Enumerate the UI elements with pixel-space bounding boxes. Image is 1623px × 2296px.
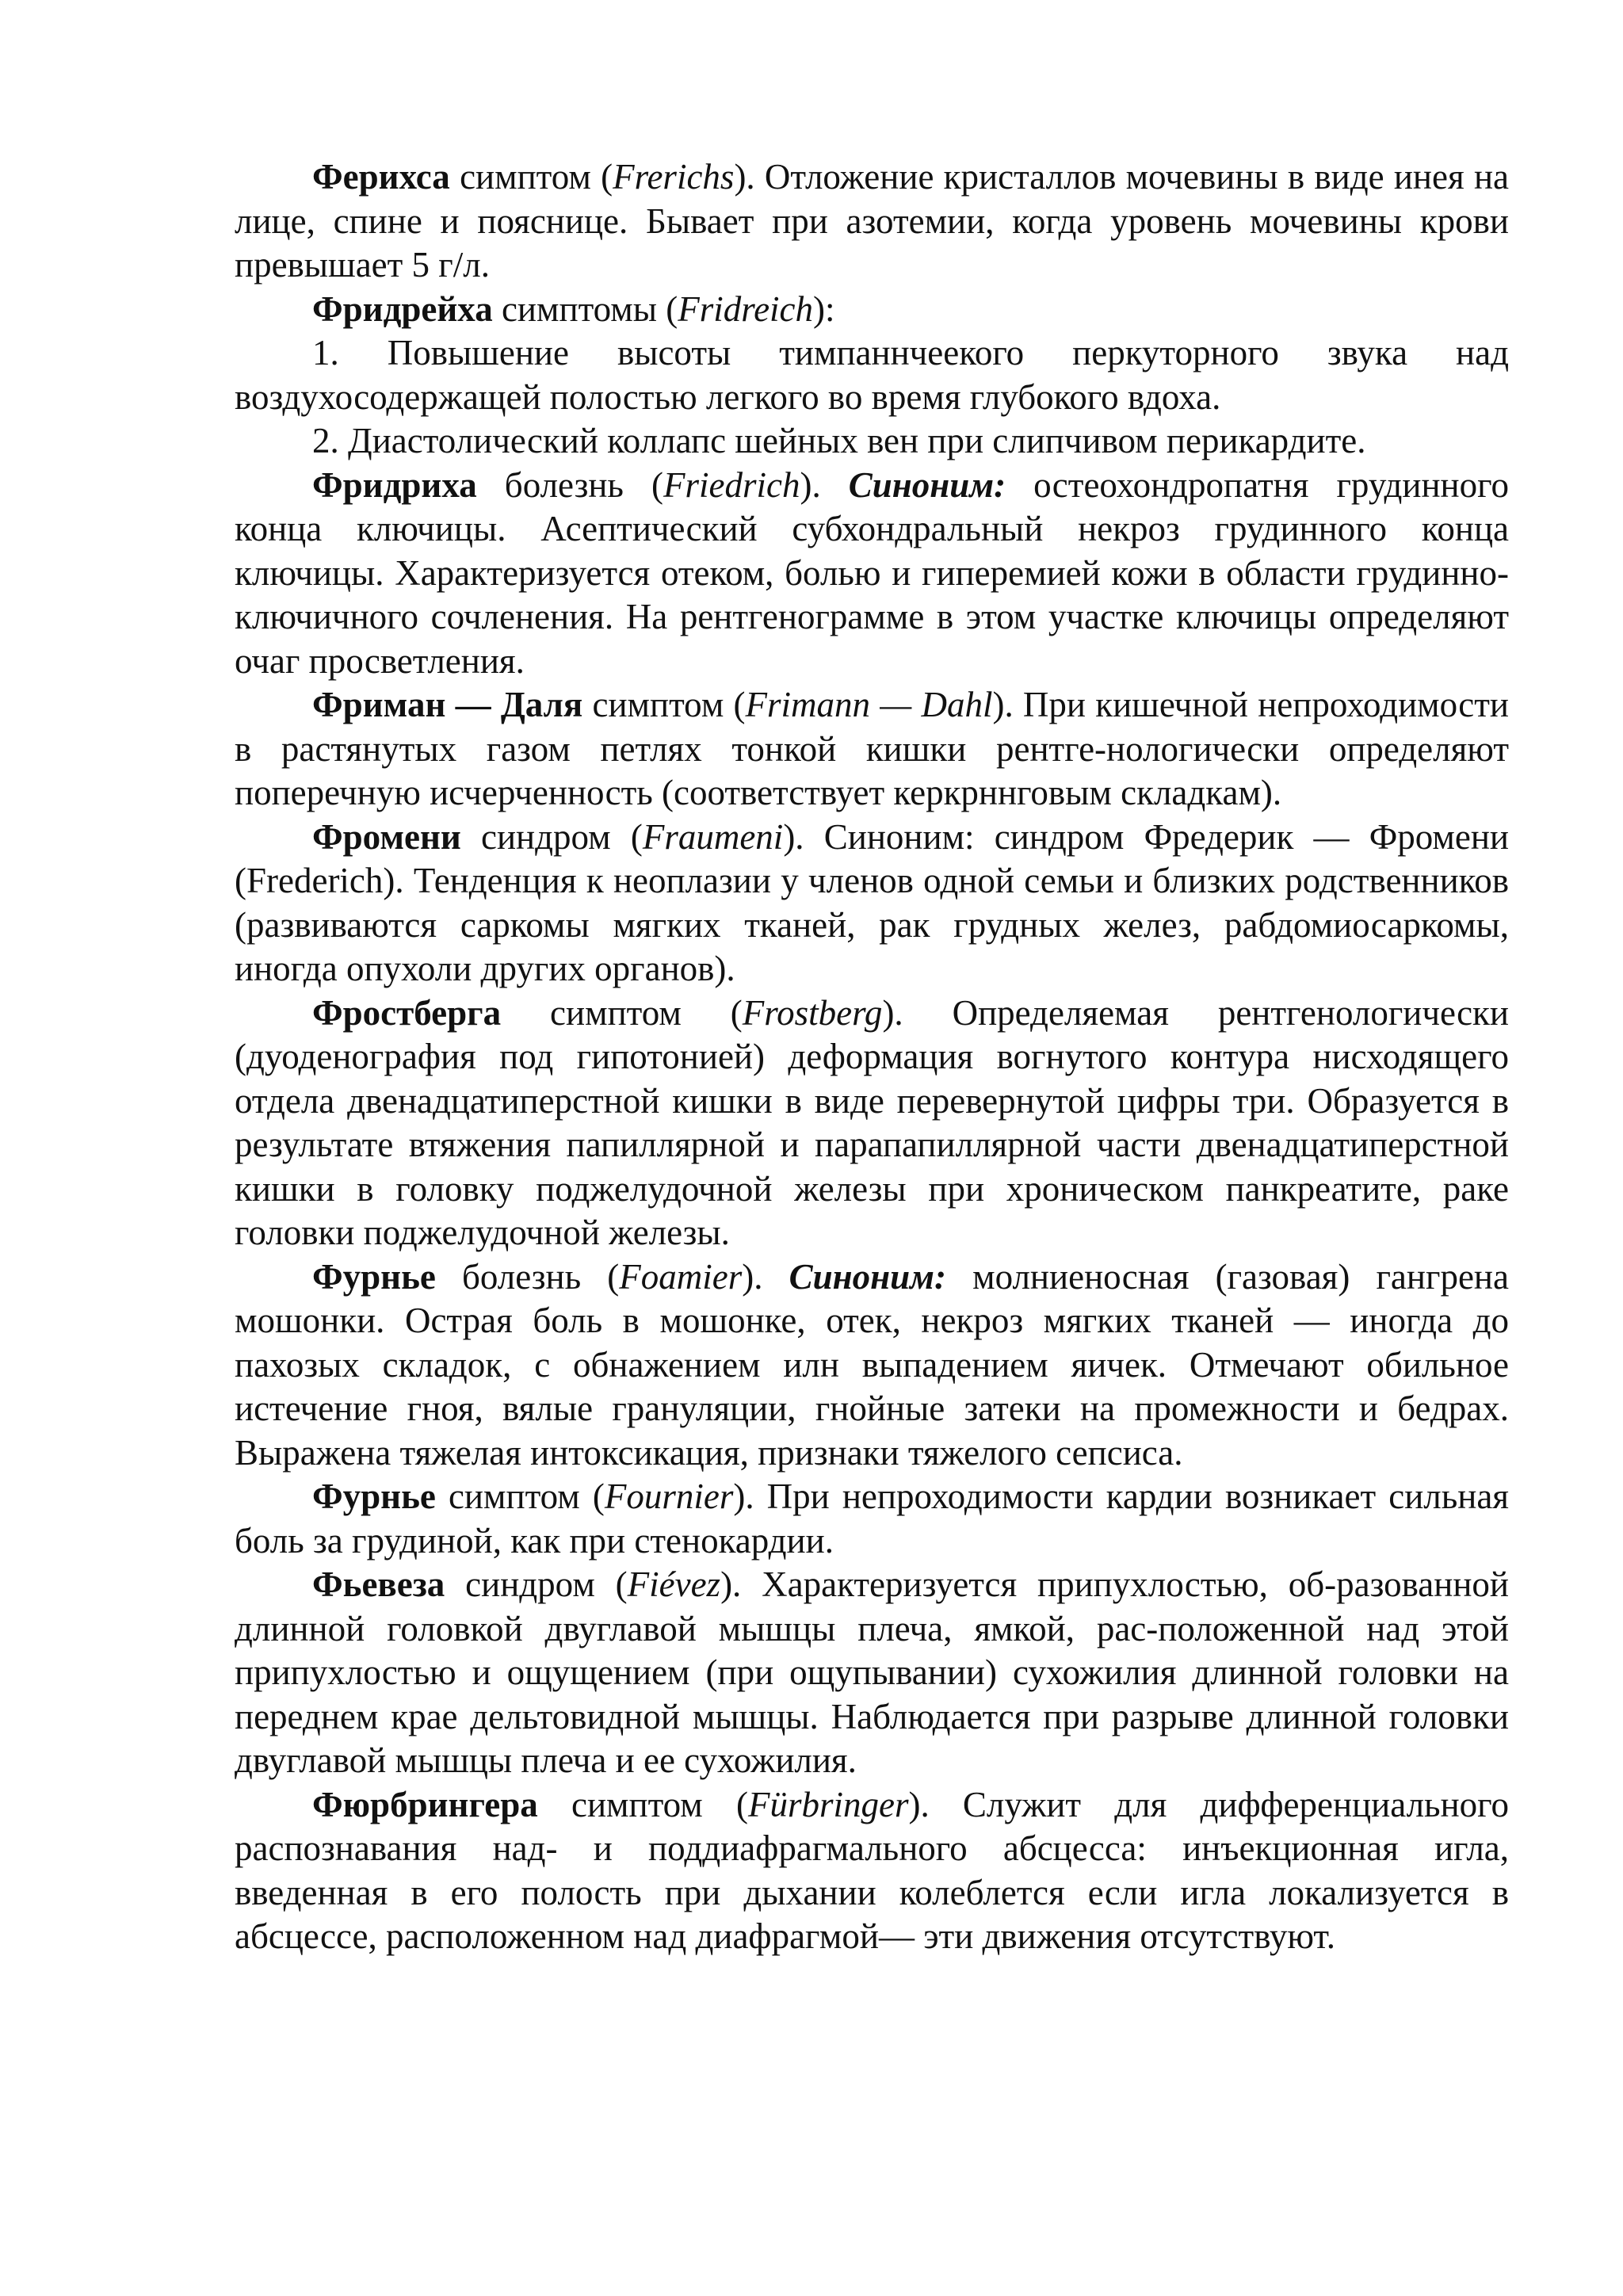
latin-eponym: Foamier (619, 1256, 743, 1297)
entry-fridreich-item-1 (235, 331, 1509, 419)
entry-fievez (235, 1563, 1509, 1783)
text-segment: ). При кишечной непроходимости в растянутых газом петлях тонкой кишки рентге-нологически определяют поперечную исчерченность (соответствует керкрннговым складкам). (235, 685, 1509, 812)
entry-foamier (235, 1255, 1509, 1476)
text-segment: остеохондропатня грудинного конца ключицы. Асептический субхондральный некроз грудинного конца ключицы. Характеризуется отеком, болью и гиперемией кожи в области грудинно-ключичного сочленения. На рентгенограмме в этом участке ключицы определяют очаг просветления. (235, 464, 1509, 681)
entry-fournier (235, 1475, 1509, 1563)
entry-fridreich-item-2 (235, 419, 1509, 464)
text-segment: ). Служит для дифференциального распознавания над- и поддиафрагмального абсцесса: инъекционная игла, введенная в его полость при дыхании колеблется если игла локализуется в абсцессе, расположенном над диафрагмой— эти движения отсутствуют. (235, 1784, 1509, 1956)
entry-fraumeni (235, 816, 1509, 991)
latin-eponym: Fournier (604, 1477, 734, 1516)
text-segment: ). (742, 1256, 789, 1297)
entry-fridreich (235, 288, 1509, 332)
entry-frerichs (235, 155, 1509, 288)
text-segment: синдром ( (460, 816, 643, 857)
text-segment: симптом ( (501, 992, 743, 1033)
text-segment: болезнь ( (476, 464, 663, 505)
document-page (235, 155, 1509, 1959)
text-segment: ). Характеризуется припухлостью, об-разованной длинной головкой двуглавой мышцы плеча, ямкой, рас-положенной над этой припухлостью и ощущением (при ощупывании) сухожилия длинной головки на переднем крае дельтовидной мышцы. Наблюдается при разрыве длинной головки двуглавой мышцы плеча и ее сухожилия. (235, 1564, 1509, 1780)
text-segment: симптом ( (582, 685, 746, 724)
term-name: Фурнье (312, 1256, 436, 1297)
entry-friedrich (235, 464, 1509, 684)
synonym-label: Синоним: (848, 464, 1006, 505)
term-name: Фромени (312, 816, 461, 857)
text-segment: симптом ( (537, 1784, 748, 1824)
text-segment: симптом ( (449, 157, 613, 197)
latin-eponym: Fridreich (678, 288, 814, 329)
term-name: Ферихса (312, 157, 450, 197)
latin-eponym: Friedrich (663, 464, 800, 505)
synonym-label: Синоним: (789, 1256, 946, 1297)
latin-eponym: Frerichs (613, 157, 735, 197)
text-segment: молниеносная (газовая) гангрена мошонки. Острая боль в мошонке, отек, некроз мягких тканей — иногда до пахозых складок, с обнажением илн выпадением яичек. Отмечают обильное истечение гноя, вялые грануляции, гнойные затеки на промежности и бедрах. Выражена тяжелая интоксикация, признаки тяжелого сепсиса. (235, 1256, 1509, 1473)
text-segment: ). Определяемая рентгенологически (дуоденография под гипотонией) деформация вогнутого контура нисходящего отдела двенадцатиперстной кишки в виде перевернутой цифры три. Образуется в результате втяжения папиллярной и парапапиллярной части двенадцатиперстной кишки в головку поджелудочной железы при хроническом панкреатите, раке головки поджелудочной железы. (235, 992, 1510, 1252)
text-segment: ). (800, 464, 849, 505)
text-segment: 1. Повышение высоты тимпаннчеекого перкуторного звука над воздухосодержащей полостью легкого во время глубокого вдоха. (235, 333, 1509, 417)
text-segment: симптом ( (435, 1477, 605, 1516)
text-segment: ). Синоним: синдром Фредерик — Фромени (Frederich). Тенденция к неоплазии у членов одной семьи и близких родственников (развиваются саркомы мягких тканей, рак грудных желез, рабдомиосаркомы, иногда опухоли других органов). (235, 816, 1510, 988)
text-segment: ). Отложение кристаллов мочевины в виде инея на лице, спине и пояснице. Бывает при азотемии, когда уровень мочевины крови превышает 5 г/л. (235, 157, 1509, 285)
term-name: Фьевеза (312, 1564, 445, 1604)
entry-frostberg (235, 991, 1509, 1255)
term-name: Фростберга (312, 992, 502, 1033)
text-segment: синдром ( (445, 1564, 628, 1604)
term-name: Фриман — Даля (312, 685, 583, 724)
latin-eponym: Fraumeni (642, 816, 784, 857)
term-name: Фридрейха (312, 288, 493, 329)
term-name: Фурнье (312, 1477, 436, 1516)
text-segment: ). При непроходимости кардии возникает сильная боль за грудиной, как при стенокардии. (235, 1477, 1510, 1561)
term-name: Фридриха (312, 464, 477, 505)
latin-eponym: Frostberg (742, 992, 883, 1033)
text-segment: ): (813, 288, 835, 329)
text-segment: болезнь ( (435, 1256, 620, 1297)
term-name: Фюрбрингера (312, 1784, 538, 1824)
text-segment: симптомы ( (492, 288, 678, 329)
entry-frimann-dahl (235, 683, 1509, 816)
entry-furbringer (235, 1783, 1509, 1959)
latin-eponym: Fürbringer (747, 1784, 909, 1824)
latin-eponym: Fiévez (627, 1564, 721, 1604)
latin-eponym: Frimann — Dahl (745, 685, 993, 724)
text-segment: 2. Диастолический коллапс шейных вен при слипчивом перикардите. (312, 421, 1366, 460)
